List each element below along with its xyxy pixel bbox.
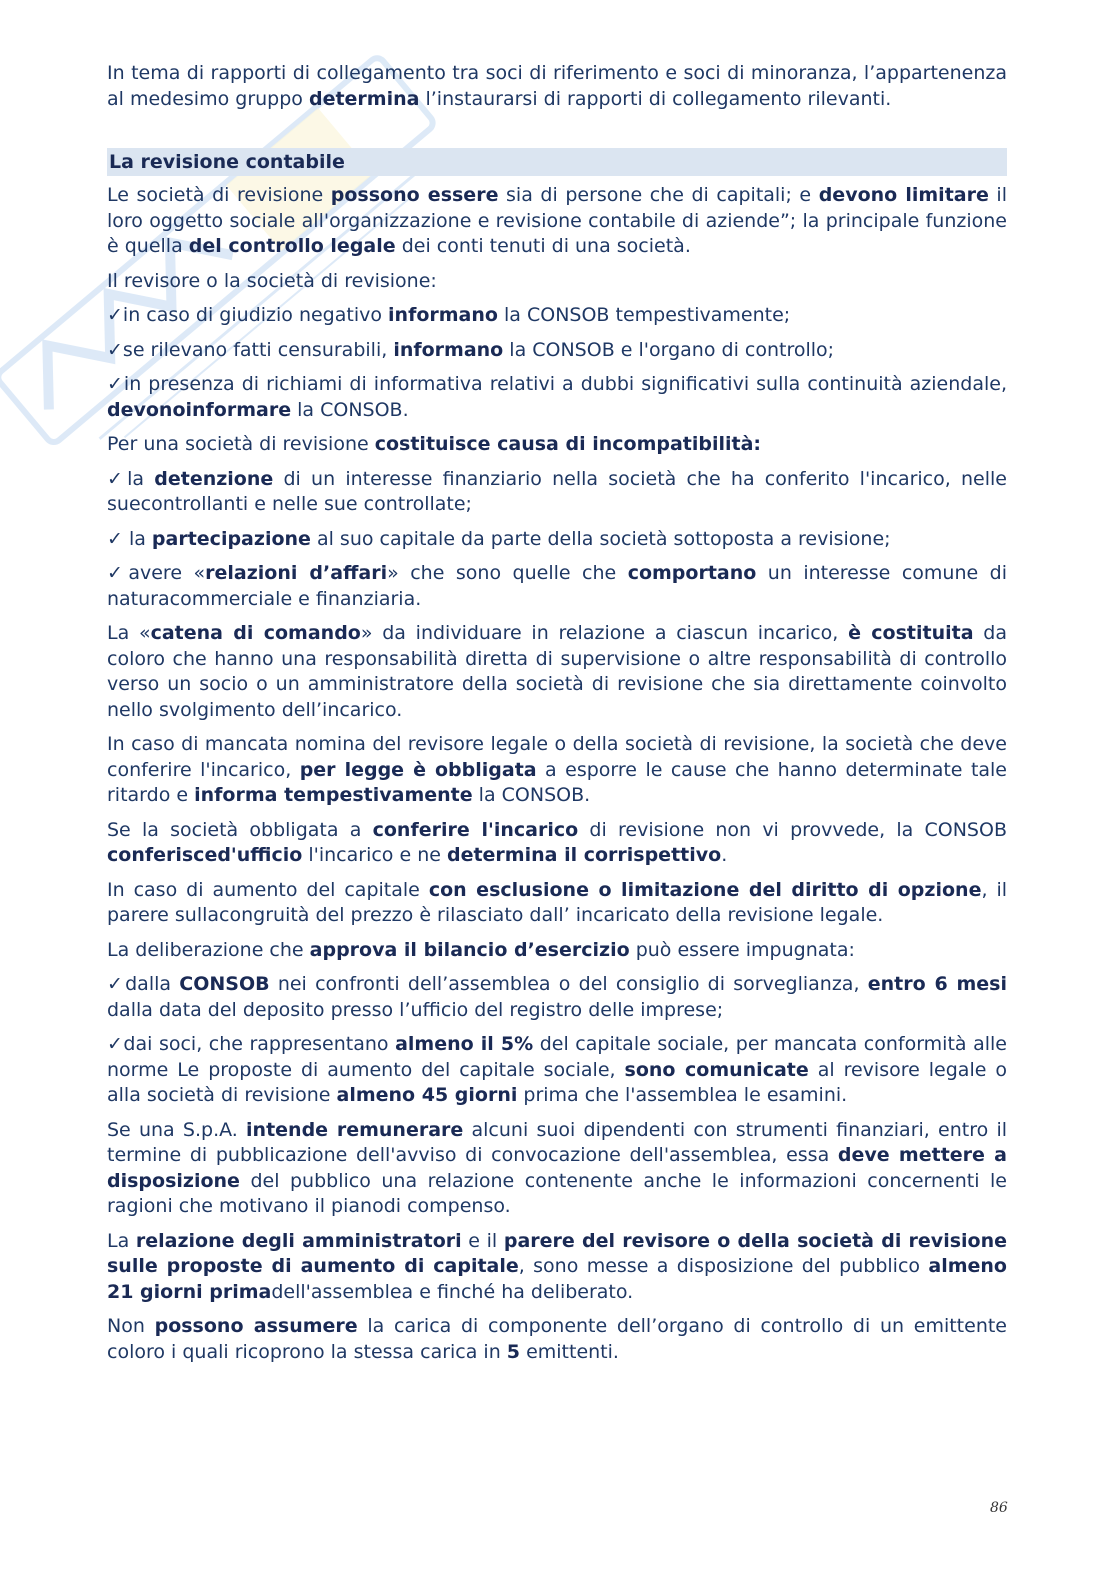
intro-paragraph <box>107 61 1007 112</box>
text-run: ✓dalla <box>107 973 180 995</box>
text-run: l’instaurarsi di rapporti di collegamento rilevanti. <box>419 87 892 110</box>
bold-text: devono limitare <box>818 184 989 206</box>
text-run: al suo capitale da parte della società sottoposta a revisione; <box>310 527 891 550</box>
section-heading: La revisione contabile <box>107 148 1007 176</box>
text-run: la CONSOB. <box>291 398 409 421</box>
bold-text: conferisced'ufficio <box>107 844 303 866</box>
bold-text: detenzione <box>154 467 274 490</box>
text-run: la CONSOB. <box>472 784 591 806</box>
text-run: nei confronti dell’assemblea o del consiglio di sorveglianza, <box>269 973 868 995</box>
paragraph <box>107 527 1007 553</box>
text-run: dei conti tenuti di una società. <box>395 235 691 257</box>
text-run: ✓in presenza di richiami di informativa relativi a dubbi significativi sulla continuità aziendale, <box>107 373 1007 395</box>
bold-text: catena di comando <box>150 622 361 644</box>
text-run: Se una S.p.A. <box>107 1118 247 1141</box>
text-run: la CONSOB e l'organo di controllo; <box>503 338 835 361</box>
text-run: a esporre le cause che hanno determinate tale ritardo e <box>107 758 1007 806</box>
bold-text: costituisce causa di incompatibilità: <box>374 433 762 455</box>
bold-text: relazioni d’affari <box>205 562 388 584</box>
paragraph <box>107 878 1007 929</box>
bold-text: del controllo legale <box>188 235 396 257</box>
text-run: prima che l'assemblea le esamini. <box>517 1084 848 1106</box>
text-run: al revisore legale o alla società di revisione <box>107 1058 1007 1106</box>
text-run: l'incarico e ne <box>302 844 447 866</box>
paragraph <box>107 938 1007 964</box>
paragraph <box>107 467 1007 518</box>
paragraph <box>107 303 1007 329</box>
text-run: sia di persone che di capitali; e <box>498 184 819 206</box>
text-run: Se la società obbligata a <box>107 818 373 841</box>
text-run: un interesse comune di naturacommerciale e finanziaria. <box>107 562 1007 610</box>
text-run: ✓se rilevano fatti censurabili, <box>107 338 394 361</box>
text-run: ✓dai soci, che rappresentano <box>107 1033 396 1055</box>
bold-text: è costituita <box>848 622 974 644</box>
section-paragraphs <box>107 183 1007 1365</box>
text-run: In caso di mancata nomina del revisore legale o della società di revisione, la società che deve conferire l'incarico, <box>107 733 1007 781</box>
text-run: del pubblico una relazione contenente anche le informazioni concernenti le ragioni che motivano il pianodi compenso. <box>107 1169 1007 1217</box>
bold-text: partecipazione <box>151 527 311 550</box>
text-run: e il <box>461 1229 504 1252</box>
paragraph <box>107 432 1007 458</box>
bold-text: conferire l'incarico <box>372 818 579 841</box>
bold-text: CONSOB <box>179 973 270 995</box>
bold-text: deve mettere a disposizione <box>107 1144 1007 1192</box>
paragraph <box>107 1032 1007 1109</box>
paragraph <box>107 972 1007 1023</box>
text-run: » che sono quelle che <box>387 562 628 584</box>
bold-text: comportano <box>627 562 757 584</box>
text-run: la CONSOB tempestivamente; <box>497 304 791 326</box>
bold-text: almeno 45 giorni <box>336 1084 518 1106</box>
bold-text: per legge è obbligata <box>299 758 537 781</box>
text-run: La <box>107 1229 136 1252</box>
bold-text: entro 6 mesi <box>867 973 1008 995</box>
text-run: di revisione non vi provvede, la CONSOB <box>578 818 1007 841</box>
text-run: di un interesse finanziario nella società che ha conferito l'incarico, nelle suecontrollanti e nelle sue controllate; <box>107 467 1007 515</box>
bold-text: informano <box>388 304 498 326</box>
text-run: può essere impugnata: <box>629 938 855 961</box>
bold-text: almeno il 5% <box>395 1033 534 1055</box>
paragraph <box>107 1314 1007 1365</box>
text-run: Le società di revisione <box>107 184 331 206</box>
paragraph <box>107 818 1007 869</box>
text-run: alcuni suoi dipendenti con strumenti finanziari, entro il termine di pubblicazione dell'avviso di convocazione dell'assemblea, essa <box>107 1118 1008 1166</box>
bold-text: parere del revisore o della società di revisione sulle proposte di aumento di capitale <box>107 1229 1007 1277</box>
paragraph <box>107 372 1007 423</box>
text-run: dalla data del deposito presso l’ufficio del registro delle imprese; <box>107 998 724 1021</box>
text-run: Il revisore o la società di revisione: <box>107 269 437 292</box>
paragraph <box>107 621 1007 723</box>
bold-text: devonoinformare <box>107 398 292 421</box>
text-run: , il parere sullacongruità del prezzo è rilasciato dall’ incaricato della revisione legale. <box>107 878 1007 926</box>
bold-text: determina il corrispettivo <box>446 844 722 866</box>
text-run: emittenti. <box>520 1340 619 1363</box>
paragraph <box>107 1118 1007 1220</box>
text-run: la carica di componente dell’organo di controllo di un emittente coloro i quali ricoprono la stessa carica in <box>107 1315 1007 1363</box>
bold-text: almeno 21 giorni prima <box>107 1255 1007 1303</box>
paragraph <box>107 561 1007 612</box>
text-run: Non <box>107 1315 155 1337</box>
text-run: In caso di aumento del capitale <box>107 878 429 901</box>
text-run: da coloro che hanno una responsabilità diretta di supervisione o altre responsabilità di controllo verso un socio o un amministratore della società di revisione che sia direttamente coinvolto nello svolgimento dell’incarico. <box>107 622 1007 721</box>
text-run: dell'assemblea e finché ha deliberato. <box>271 1280 634 1303</box>
bold-text: con esclusione o limitazione del diritto di opzione <box>428 878 982 901</box>
bold-text: determina <box>308 87 420 110</box>
bold-text: 5 <box>506 1340 521 1363</box>
page-number: 86 <box>990 1500 1008 1516</box>
text-run: ✓avere « <box>107 562 206 584</box>
text-run: , sono messe a disposizione del pubblico <box>518 1255 929 1277</box>
paragraph <box>107 269 1007 295</box>
bold-text: intende remunerare <box>246 1118 464 1141</box>
text-run: ✓ la <box>107 527 152 550</box>
paragraph <box>107 732 1007 809</box>
paragraph <box>107 183 1007 260</box>
text-run: del capitale sociale, per mancata conformità alle norme Le proposte di aumento del capitale sociale, <box>107 1033 1007 1081</box>
bold-text: possono essere <box>330 184 499 206</box>
bold-text: possono assumere <box>154 1315 358 1337</box>
text-run: il loro oggetto sociale all'organizzazione e revisione contabile di aziende”; la principale funzione è quella <box>107 184 1007 257</box>
text-run: La « <box>107 622 151 644</box>
paragraph <box>107 1229 1007 1306</box>
text-run: ✓la <box>107 467 155 490</box>
bold-text: approva il bilancio d’esercizio <box>309 938 630 961</box>
text-run: ✓in caso di giudizio negativo <box>107 304 389 326</box>
bold-text: relazione degli amministratori <box>135 1229 462 1252</box>
text-run: » da individuare in relazione a ciascun incarico, <box>360 622 849 644</box>
bold-text: sono comunicate <box>624 1058 809 1081</box>
text-run: La deliberazione che <box>107 938 310 961</box>
text-run: . <box>721 844 728 866</box>
bold-text: informano <box>393 338 504 361</box>
text-run: Per una società di revisione <box>107 433 375 455</box>
text-run: In tema di rapporti di collegamento tra soci di riferimento e soci di minoranza, l’appartenenza al medesimo gruppo <box>107 62 1007 110</box>
document-body <box>107 61 1007 1374</box>
bold-text: informa tempestivamente <box>194 784 473 806</box>
paragraph <box>107 338 1007 364</box>
